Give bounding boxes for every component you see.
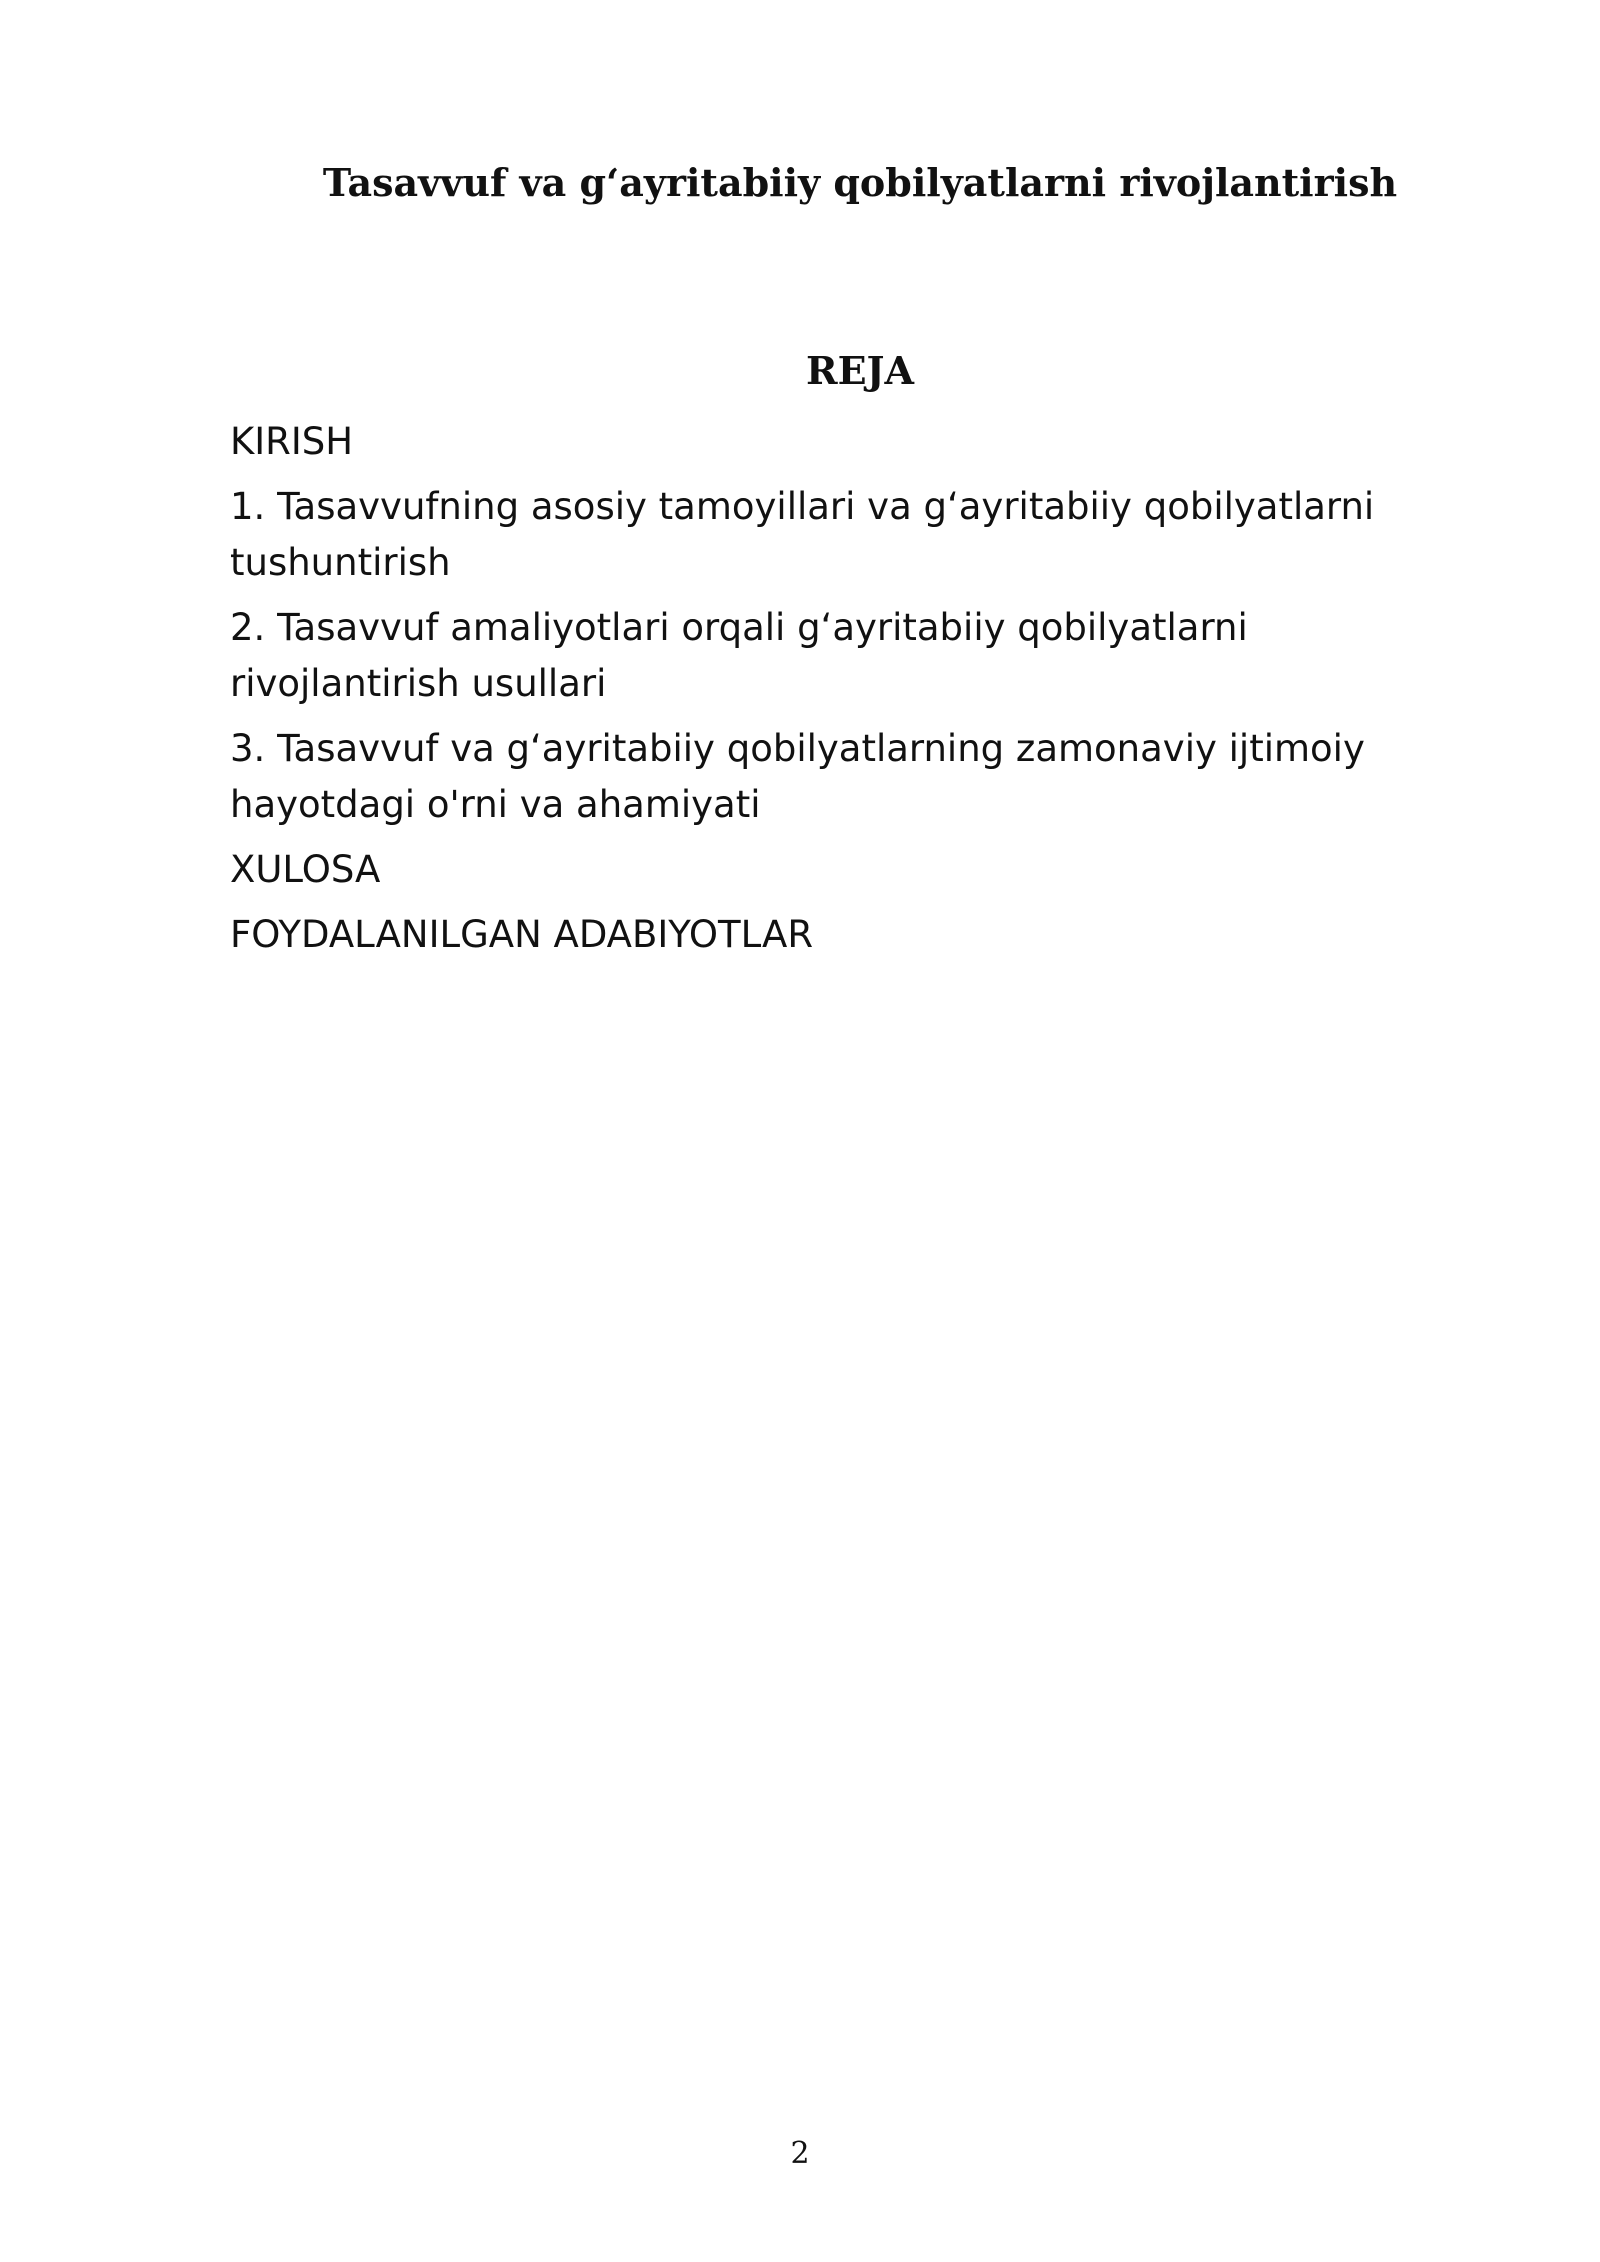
plan-item-2: 2. Tasavvuf amaliyotlari orqali g‘ayritabiiy qobilyatlarni rivojlantirish usullari [230,606,1248,705]
page-number: 2 [790,2136,810,2171]
plan-item-intro: KIRISH [230,420,354,463]
document-title: Tasavvuf va g‘ayritabiiy qobilyatlarni rivojlantirish [322,160,1398,205]
plan-item-references: FOYDALANILGAN ADABIYOTLAR [230,913,814,956]
plan-item-3: 3. Tasavvuf va g‘ayritabiiy qobilyatlarning zamonaviy ijtimoiy hayotdagi o'rni va ahamiyati [230,727,1365,826]
plan-heading: REJA [805,348,914,393]
plan-item-1: 1. Tasavvufning asosiy tamoyillari va g‘ayritabiiy qobilyatlarni tushuntirish [230,485,1375,584]
plan-list [230,414,1470,972]
plan-item-conclusion: XULOSA [230,848,381,891]
